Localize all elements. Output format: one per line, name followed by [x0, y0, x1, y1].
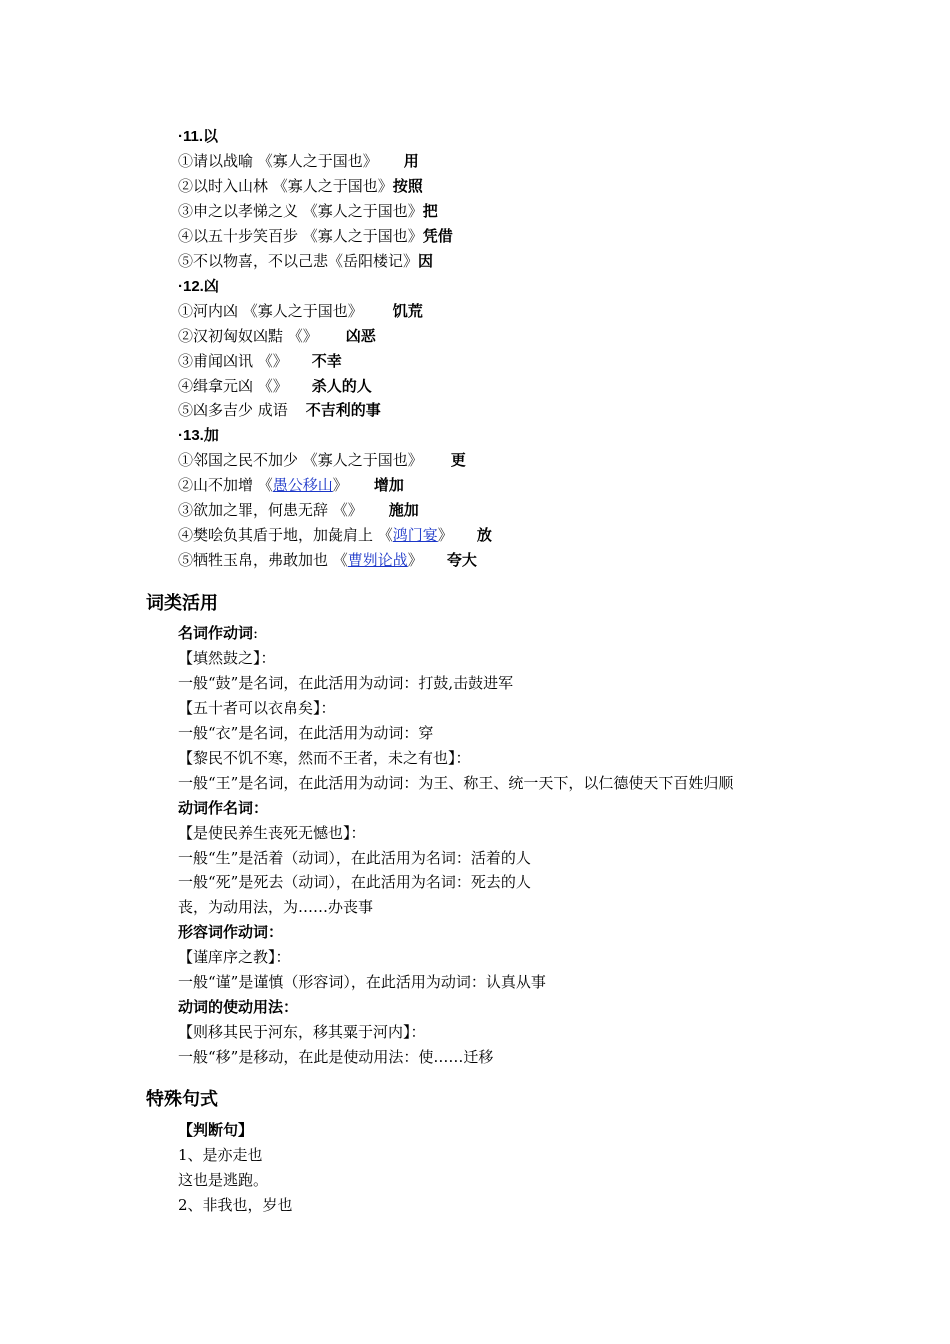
meaning-text: 凶恶: [345, 328, 376, 345]
list-item: [178, 523, 492, 548]
example-text: 》: [407, 551, 423, 569]
list-item: [178, 548, 477, 573]
list-item: [178, 374, 372, 399]
subheading-colon: :: [253, 624, 259, 642]
example-text: ④樊哙负其盾于地，加彘肩上 《: [178, 526, 393, 544]
meaning-text: 不幸: [311, 353, 342, 370]
translation-line: 这也是逃跑。: [178, 1171, 269, 1189]
subheading-judgment: 【判断句】: [178, 1121, 254, 1139]
meaning-text: 饥荒: [392, 303, 423, 320]
example-text: ⑤凶多吉少 成语: [178, 401, 288, 419]
subheading-noun-verb: [178, 621, 258, 646]
meaning-text: 施加: [388, 502, 419, 519]
list-item: [178, 324, 376, 349]
list-item: [178, 249, 433, 274]
meaning-text: 增加: [373, 477, 404, 494]
example-text: ⑤牺牲玉帛，弗敢加也 《: [178, 551, 348, 569]
example-text: ②山不加增 《: [178, 476, 273, 494]
example-text: ④缉拿元凶 《》: [178, 377, 288, 395]
entry-title-12: ·12.凶: [178, 278, 219, 295]
meaning-text: 凭借: [422, 228, 453, 245]
source-link-hongmen[interactable]: 鸿门宴: [392, 526, 438, 544]
example-text: ⑤不以物喜，不以己悲《岳阳楼记》: [178, 252, 419, 270]
explain-line: 丧，为动用法，为……办丧事: [178, 898, 374, 916]
quote-line: 【黎民不饥不寒，然而不王者，未之有也】：: [178, 749, 471, 767]
heading-teshu: 特殊句式: [146, 1089, 218, 1110]
example-line: 1、是亦走也: [178, 1146, 263, 1164]
explain-line: 一般“移”是移动，在此是使动用法：使……迁移: [178, 1048, 494, 1066]
meaning-text: 夸大: [446, 552, 477, 569]
example-text: ①邻国之民不加少 《寡人之于国也》: [178, 451, 423, 469]
example-text: ④以五十步笑百步 《寡人之于国也》: [178, 227, 423, 245]
explain-line: 一般“死”是死去（动词），在此活用为名词：死去的人: [178, 873, 531, 891]
subheading-label: 名词作动词: [178, 624, 254, 642]
example-line: 2、非我也，岁也: [178, 1196, 293, 1214]
list-item: [178, 473, 404, 498]
subheading-adj-verb: 形容词作动词：: [178, 923, 284, 941]
list-item: [178, 398, 381, 423]
example-text: ③欲加之罪，何患无辞 《》: [178, 501, 363, 519]
example-text: ①河内凶 《寡人之于国也》: [178, 302, 363, 320]
example-text: ②以时入山林 《寡人之于国也》: [178, 177, 393, 195]
subheading-verb-noun: 动词作名词：: [178, 799, 269, 817]
list-item: [178, 174, 423, 199]
example-text: ②汉初匈奴凶黠 《》: [178, 327, 318, 345]
entry-title-11: ·11.以: [178, 128, 219, 145]
explain-line: 一般“生”是活着（动词），在此活用为名词：活着的人: [178, 849, 531, 867]
quote-line: 【谨庠序之教】：: [178, 948, 291, 966]
list-item: [178, 349, 342, 374]
list-item: [178, 498, 419, 523]
quote-line: 【五十者可以衣帛矣】：: [178, 699, 336, 717]
subheading-causative: 动词的使动用法：: [178, 998, 299, 1016]
source-link-yugong[interactable]: 愚公移山: [272, 476, 333, 494]
explain-line: 一般“鼓”是名词，在此活用为动词：打鼓,击鼓进军: [178, 674, 514, 692]
meaning-text: 按照: [392, 178, 423, 195]
meaning-text: 更: [450, 452, 466, 469]
meaning-text: 杀人的人: [311, 378, 372, 395]
example-text: ③甫闻凶讯 《》: [178, 352, 288, 370]
explain-line: 一般“衣”是名词，在此活用为动词：穿: [178, 724, 434, 742]
list-item: [178, 299, 423, 324]
list-item: [178, 149, 419, 174]
example-text: 》: [332, 476, 348, 494]
heading-cilei: 词类活用: [146, 593, 218, 614]
list-item: [178, 448, 466, 473]
list-item: [178, 199, 438, 224]
quote-line: 【填然鼓之】：: [178, 649, 276, 667]
quote-line: 【则移其民于河东，移其粟于河内】：: [178, 1023, 426, 1041]
explain-line: 一般“谨”是谨慎（形容词），在此活用为动词：认真从事: [178, 973, 546, 991]
meaning-text: 因: [418, 253, 434, 270]
source-link-caogui[interactable]: 曹刿论战: [347, 551, 408, 569]
example-text: 》: [437, 526, 453, 544]
meaning-text: 用: [403, 153, 419, 170]
example-text: ③申之以孝悌之义 《寡人之于国也》: [178, 202, 423, 220]
example-text: ①请以战喻 《寡人之于国也》: [178, 152, 378, 170]
explain-line: 一般“王”是名词，在此活用为动词：为王、称王、统一天下，以仁德使天下百姓归顺: [178, 774, 734, 792]
meaning-text: 把: [422, 203, 438, 220]
meaning-text: 放: [476, 527, 492, 544]
meaning-text: 不吉利的事: [305, 402, 381, 419]
entry-title-13: ·13.加: [178, 427, 219, 444]
quote-line: 【是使民养生丧死无憾也】：: [178, 824, 366, 842]
list-item: [178, 224, 453, 249]
